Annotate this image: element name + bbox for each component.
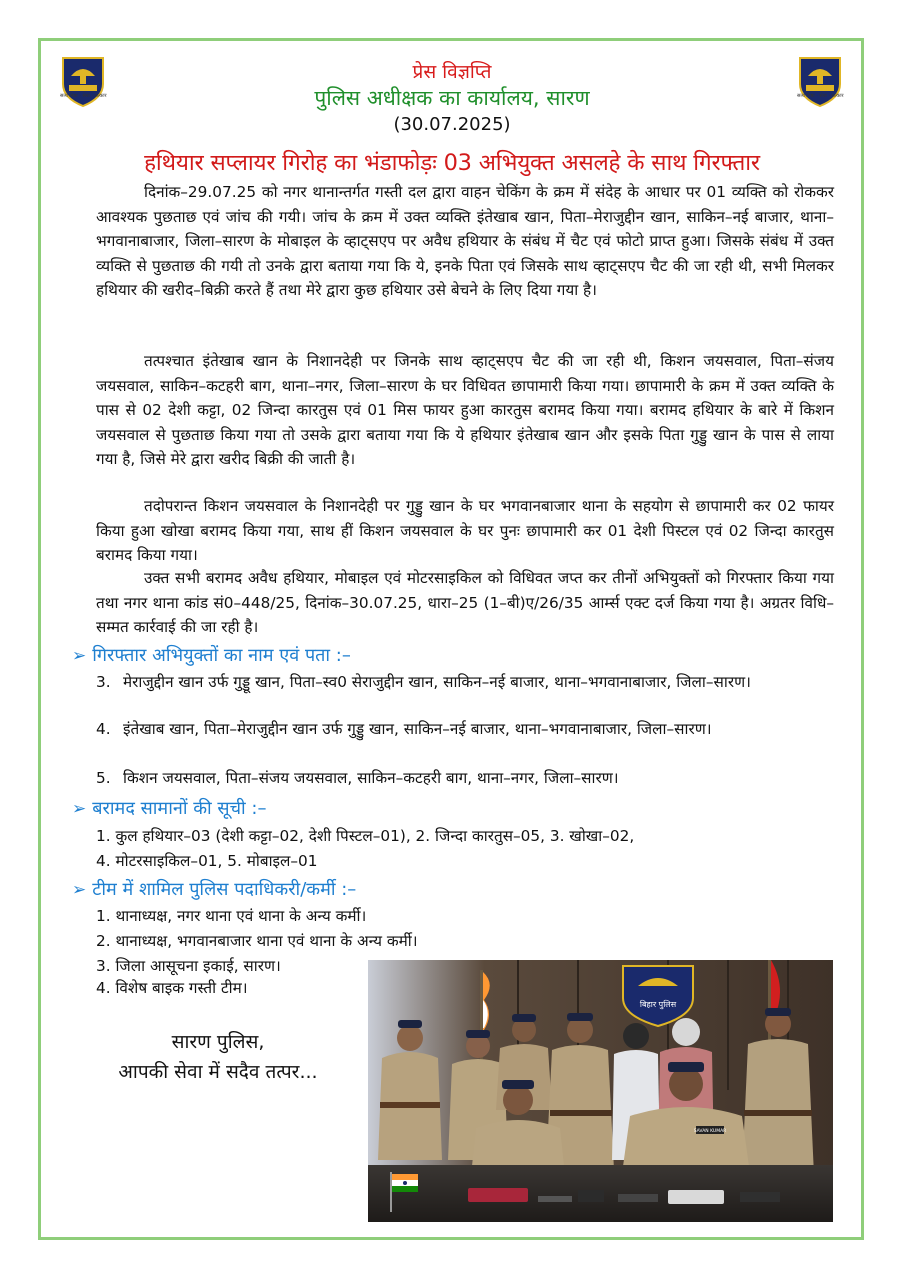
recovered-section-heading (72, 796, 266, 820)
accused-item-text: मेराजुद्दीन खान उर्फ गुड्डू खान, पिता–स्व0 सेराजुद्दीन खान, साकिन–नई बाजार, थाना–भगवानाबाजार, जिला–सारण। (123, 673, 751, 691)
recovered-items-line: 1. कुल हथियार–03 (देशी कट्टा–02, देशी पिस्टल–01), 2. जिन्दा कारतुस–05, 3. खोखा–02, (96, 827, 635, 845)
office-name: पुलिस अधीक्षक का कार्यालय, सारण (314, 86, 590, 110)
team-item: 3. जिला आसूचना इकाई, सारण। (96, 957, 281, 975)
body-paragraph-2: तत्पश्चात इंतेखाब खान के निशानदेही पर जिनके साथ व्हाट्सएप चैट की जा रही थी, किशन जयसवाल, पिता–संजय जयसवाल, साकिन–कटहरी बाग, थाना–नगर, जिला–सारण के घर विधिवत छापामारी किया गया। छापामारी के क्रम में उक्त व्यक्ति के पास से 02 देशी कट्टा, 02 जिन्दा कारतुस एवं 01 मिस फायर हुआ कारतुस बरामद किया गया। बरामद हथियार के बारे में किशन जयसवाल से पुछताछ किया गया तो उसके द्वारा बताया गया कि ये हथियार इंतेखाब खान और इसके पिता गुड्डु खान के पास से लाया गया है, जिसे मेरे द्वारा खरीद बिक्री की जाती है। (96, 352, 834, 469)
accused-section-title: गिरफ्तार अभियुक्तों का नाम एवं पता :– (92, 645, 351, 666)
team-item: 2. थानाध्यक्ष, भगवानबाजार थाना एवं थाना के अन्य कर्मी। (96, 932, 418, 950)
press-release-title: प्रेस विज्ञप्ति (412, 61, 492, 83)
accused-item (96, 718, 834, 741)
accused-item-number: 4. (96, 720, 111, 738)
body-paragraph-4: उक्त सभी बरामद अवैध हथियार, मोबाइल एवं मोटरसाइकिल को विधिवत जप्त कर तीनों अभियुक्तों को गिरफ्तार किया गया तथा नगर थाना कांड सं0–448/25, दिनांक–30.07.25, धारा–25 (1–बी)ए/26/35 आर्म्स एक्ट दर्ज किया गया है। अग्रतर विधि–सम्मत कार्रवाई की जा रही है। (96, 569, 834, 637)
arrow-bullet-icon: ➢ (72, 880, 87, 900)
logo-caption-left: सत्य निष्ठा · सेवा · सत्कार (60, 93, 107, 99)
headline: हथियार सप्लायर गिरोह का भंडाफोड़ः 03 अभियुक्त असलहे के साथ गिरफ्तार (144, 150, 760, 176)
team-section-heading (72, 877, 356, 901)
release-date: (30.07.2025) (393, 114, 511, 135)
body-paragraph-3: तदोपरान्त किशन जयसवाल के निशानदेही पर गुड्डु खान के घर भगवानबाजार थाना के सहयोग से छापामारी कर 02 फायर किया हुआ खोखा बरामद किया गया, साथ हीं किशन जयसवाल के घर पुनः छापामारी कर 01 देशी पिस्टल एवं 02 जिन्दा कारतुस बरामद किया गया। (96, 497, 834, 565)
accused-item-number: 5. (96, 769, 111, 787)
team-item: 1. थानाध्यक्ष, नगर थाना एवं थाना के अन्य कर्मी। (96, 907, 367, 925)
accused-item-number: 3. (96, 673, 111, 691)
recovered-section-title: बरामद सामानों की सूची :– (92, 798, 267, 819)
arrow-bullet-icon: ➢ (72, 799, 87, 819)
accused-item-text: किशन जयसवाल, पिता–संजय जयसवाल, साकिन–कटहरी बाग, थाना–नगर, जिला–सारण। (123, 769, 619, 787)
accused-item (96, 671, 834, 694)
officer-nameplate: SAVAN KUMAR (693, 1129, 727, 1134)
team-section-title: टीम में शामिल पुलिस पदाधिकरी/कर्मी :– (92, 879, 357, 900)
accused-item (96, 767, 834, 790)
accused-item-text: इंतेखाब खान, पिता–मेराजुद्दीन खान उर्फ गुड्डु खान, साकिन–नई बाजार, थाना–भगवानाबाजार, जिला–सारण। (123, 720, 712, 738)
recovered-items-line: 4. मोटरसाइकिल–01, 5. मोबाइल–01 (96, 852, 318, 870)
accused-section-heading (72, 643, 351, 667)
press-conference-photo (368, 960, 833, 1222)
signature-line-2: आपकी सेवा में सदैव तत्पर... (118, 1061, 318, 1083)
signature-line-1: सारण पुलिस, (171, 1031, 265, 1053)
team-item: 4. विशेष बाइक गस्ती टीम। (96, 979, 248, 997)
logo-caption-right: सत्य निष्ठा · सेवा · सत्कार (797, 93, 844, 99)
arrow-bullet-icon: ➢ (72, 646, 87, 666)
body-paragraph-1: दिनांक–29.07.25 को नगर थानान्तर्गत गस्ती दल द्वारा वाहन चेकिंग के क्रम में संदेह के आधार पर 01 व्यक्ति को रोककर आवश्यक पुछताछ एवं जांच की गयी। जांच के क्रम में उक्त व्यक्ति इंतेखाब खान, पिता–मेराजुद्दीन खान, साकिन–नई बाजार, थाना–भगवानाबाजार, जिला–सारण के मोबाइल के व्हाट्सएप पर अवैध हथियार के संबंध में चैट एवं फोटो प्राप्त हुआ। जिसके संबंध में उक्त व्यक्ति से पुछताछ की गयी तो उनके द्वारा बताया गया कि ये, इनके पिता एवं जिसके साथ व्हाट्सएप चैट की जा रही थी, सभी मिलकर हथियार की खरीद–बिक्री करते हैं तथा मेरे द्वारा कुछ हथियार उसे बेचने के लिए दिया गया है। (96, 183, 834, 300)
banner-text: बिहार पुलिस (639, 1000, 677, 1009)
